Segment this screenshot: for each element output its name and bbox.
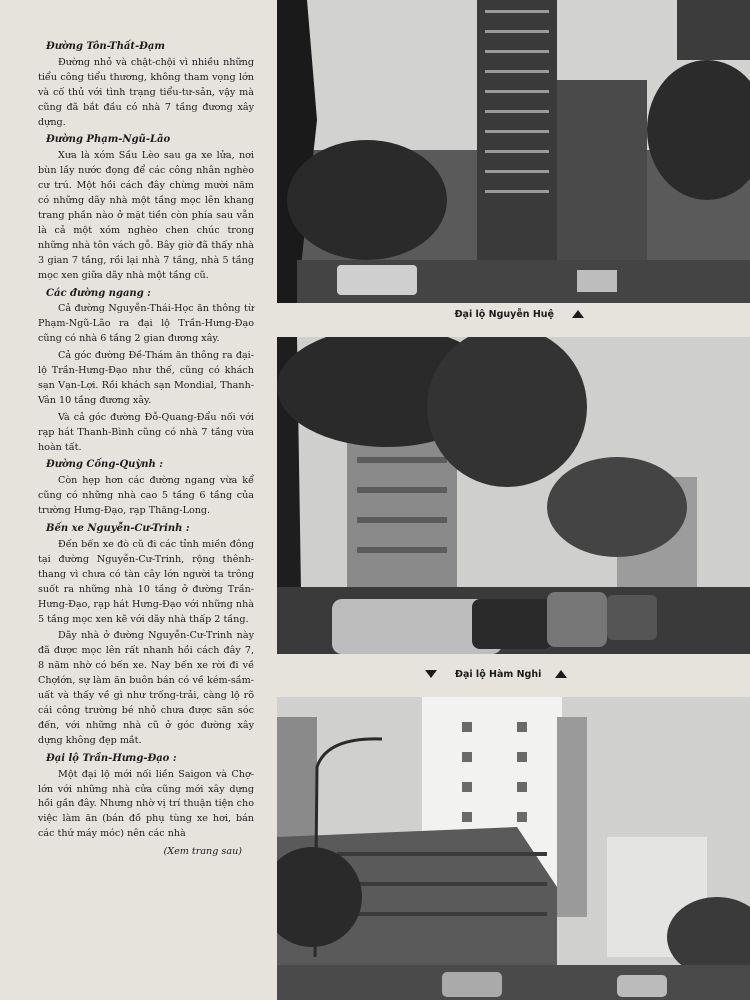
section-heading: Đường Cống-Quỳnh : xyxy=(46,459,163,471)
section-paragraph: Dãy nhà ở đường Nguyễn-Cư-Trinh này đã được mọc lên rất nhanh hồi cách đây 7, 8 năm nhờ có bến xe. Nay bến xe rời đi về Chợlớn, sự làm ăn buôn bán có về kém-sầm-uất và thấy về gì như trống-trải, càng lộ rõ cái công trường bé nhỏ chưa được săn sóc đến, với những nhà cũ ở góc đường xây dựng không đẹp mắt. xyxy=(38,630,254,746)
section-cong-quynh xyxy=(38,458,254,519)
section-tran-hung-dao xyxy=(38,752,254,842)
section-ton-that-dam xyxy=(38,40,254,130)
caption-text: Đại lộ Hàm Nghi xyxy=(455,668,542,680)
triangle-up-icon xyxy=(572,310,584,318)
caption-ham-nghi xyxy=(277,664,750,684)
continued-note: (Xem trang sau) xyxy=(163,846,242,858)
caption-nguyen-hue xyxy=(277,304,750,324)
section-ben-xe-nguyen-cu-trinh xyxy=(38,522,254,749)
section-heading: Bến xe Nguyễn-Cư-Trinh : xyxy=(46,523,190,535)
photo-tran-hung-dao-image xyxy=(277,697,750,1000)
section-paragraph: Cả góc đường Đề-Thám ăn thông ra đại-lộ Trần-Hưng-Đạo như thế, cũng có khách sạn Vạn-Lợi. Rồi khách sạn Mondial, Thanh-Vân 10 tầng đương xây. xyxy=(38,350,254,406)
photo-tran-hung-dao xyxy=(277,697,750,1000)
triangle-up-icon xyxy=(555,670,567,678)
photo-nguyen-hue xyxy=(277,0,750,303)
photo-nguyen-hue-image xyxy=(277,0,750,303)
section-paragraph: Đến bến xe đò cũ đi các tỉnh miền đông tại đường Nguyễn-Cư-Trinh, rộng thênh-thang vì chưa có tàn cây lớn người ta trông suốt ra những nhà 10 tầng ở đường Trần-Hưng-Đạo, rạp hát Hưng-Đạo với những nhà 5 tầng mọc xen kẽ với dãy nhà thấp 2 tầng. xyxy=(38,539,254,625)
section-paragraph: Một đại lộ mới nối liền Saigon và Chợ-lớn với những nhà cửa cũng mới xây dựng hồi gần đây. Nhưng nhờ vị trí thuận tiện cho việc làm ăn (bán đồ phụ tùng xe hơi, bán các thứ máy móc) nên các nhà xyxy=(38,768,254,840)
section-paragraph: Cả đường Nguyễn-Thái-Học ăn thông từ Phạm-Ngũ-Lão ra đại lộ Trần-Hưng-Đạo cũng có nhà 6 tầng 2 gian đương xây. xyxy=(38,303,254,345)
photo-ham-nghi xyxy=(277,337,750,654)
section-paragraph: Xưa là xóm Sầu Lèo sau ga xe lửa, nơi bùn lầy nước đọng để các công nhân nghèo cư trú. Một hồi cách đây chừng mười năm có những dãy nhà một tầng mọc lên khang trang phần nào ở mặt tiền còn phía sau vẫn là cả một xóm nghèo chen chúc trong những nhà tôn vách gỗ. Bây giờ đã thấy nhà 3 gian 7 tầng, rồi lại nhà 7 tầng, nhà 5 tầng mọc xen giữa dãy nhà một tầng cũ. xyxy=(38,150,254,281)
article-text-column xyxy=(38,40,254,860)
section-heading: Đường Tôn-Thất-Đạm xyxy=(46,41,165,52)
triangle-down-icon xyxy=(425,670,437,678)
section-heading: Đại lộ Trần-Hưng-Đạo : xyxy=(46,752,177,764)
photo-ham-nghi-image xyxy=(277,337,750,654)
section-cac-duong-ngang xyxy=(38,287,254,456)
section-paragraph: Đường nhỏ và chật-chội vì nhiều những tiểu công tiểu thương, không tham vọng lớn và cố thủ với tình trạng tiểu-tư-sản, vậy mà cũng đã bắt đầu có nhà 7 tầng đương xây dựng. xyxy=(38,56,254,128)
section-heading: Các đường ngang : xyxy=(46,287,151,299)
section-paragraph: Còn hẹp hơn các đường ngang vừa kể cũng có những nhà cao 5 tầng 6 tầng của trường Hưng-Đạo, rạp Thăng-Long. xyxy=(38,475,254,517)
section-heading: Đường Phạm-Ngũ-Lão xyxy=(46,134,171,146)
section-pham-ngu-lao xyxy=(38,133,254,283)
caption-text: Đại lộ Nguyễn Huệ xyxy=(454,308,554,320)
section-paragraph: Và cả góc đường Đỗ-Quang-Đẩu nối với rạp hát Thanh-Bình cũng có nhà 7 tầng vừa hoàn tất. xyxy=(38,411,254,453)
